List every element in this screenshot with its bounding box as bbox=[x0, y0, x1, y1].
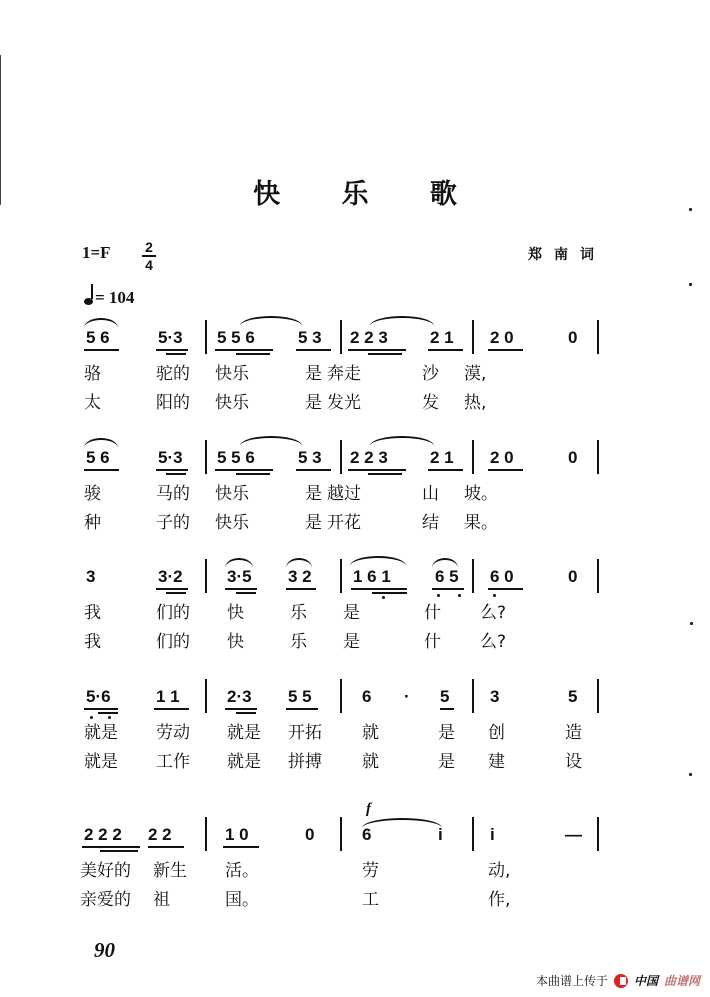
beam-underline bbox=[84, 708, 118, 710]
lyric-v2: 国。 bbox=[225, 890, 259, 910]
note-group: 2 2 3 bbox=[350, 328, 388, 347]
beam-underline bbox=[428, 469, 463, 471]
note-group: 5·3 bbox=[158, 448, 183, 467]
lyric-v1: 什 bbox=[424, 603, 441, 623]
lyric-v1: 我 bbox=[84, 603, 101, 623]
note-group: 3 2 bbox=[288, 567, 312, 586]
note-group: 5 bbox=[568, 687, 578, 706]
note-group: 6 5 bbox=[435, 567, 459, 586]
beam-underline bbox=[166, 353, 186, 355]
note-group: 0 bbox=[305, 825, 315, 844]
beam-underline bbox=[156, 349, 188, 351]
lyric-v1: 就是 bbox=[84, 723, 118, 743]
note-group: 2·3 bbox=[227, 687, 252, 706]
lyric-v1: 是 bbox=[438, 723, 455, 743]
footer-text: 本曲谱上传于 bbox=[535, 974, 608, 988]
lyric-v1: 们的 bbox=[156, 603, 190, 623]
lyric-v1: 动, bbox=[488, 861, 511, 881]
lyric-v1: 乐 bbox=[290, 603, 307, 623]
lyric-v2: 发 bbox=[422, 393, 439, 413]
barline bbox=[597, 320, 599, 354]
beam-underline bbox=[488, 588, 523, 590]
beam-underline bbox=[296, 349, 331, 351]
lyric-v2: 作, bbox=[488, 890, 511, 910]
lyric-v1: 劳 bbox=[362, 861, 379, 881]
beam-underline bbox=[225, 588, 257, 590]
site-logo-icon bbox=[614, 974, 628, 988]
note-group: 6 0 bbox=[490, 567, 514, 586]
note-group: 1 6 1 bbox=[353, 567, 391, 586]
meter-top: 2 bbox=[145, 239, 153, 255]
slur-mark bbox=[350, 556, 406, 566]
note-group: 3 bbox=[490, 687, 500, 706]
lyric-v2: 拼搏 bbox=[288, 752, 322, 772]
lyric-v2: 是 bbox=[343, 632, 360, 652]
note-group: 2 1 bbox=[430, 328, 454, 347]
note-group: 5 6 bbox=[86, 448, 110, 467]
lyric-v1: 劳动 bbox=[156, 723, 190, 743]
octave-dot bbox=[108, 716, 111, 719]
beam-underline bbox=[440, 708, 454, 710]
lyric-v1: 沙 bbox=[422, 364, 439, 384]
note-group: 5·6 bbox=[86, 687, 111, 706]
beam-underline bbox=[148, 846, 184, 848]
beam-underline bbox=[215, 469, 273, 471]
slur-mark bbox=[362, 818, 442, 828]
barline bbox=[340, 679, 342, 713]
lyric-v2: 快 bbox=[227, 632, 244, 652]
beam-underline bbox=[488, 349, 523, 351]
note-group: 5 3 bbox=[298, 328, 322, 347]
meter-bottom: 4 bbox=[145, 257, 153, 273]
scan-speck bbox=[690, 622, 693, 625]
lyric-v2: 么? bbox=[480, 632, 507, 652]
beam-underline bbox=[84, 349, 119, 351]
lyric-v2: 工作 bbox=[156, 752, 190, 772]
beam-underline bbox=[236, 473, 270, 475]
lyric-v1: 是 bbox=[305, 364, 322, 384]
note-group: 2 1 bbox=[430, 448, 454, 467]
barline bbox=[205, 559, 207, 593]
beam-underline bbox=[215, 349, 273, 351]
note-group: · bbox=[404, 687, 410, 706]
lyric-v2: 果。 bbox=[464, 513, 498, 533]
slur-mark bbox=[370, 316, 434, 326]
barline bbox=[205, 817, 207, 851]
lyric-v2: 乐 bbox=[290, 632, 307, 652]
lyric-v2: 种 bbox=[84, 513, 101, 533]
beam-underline bbox=[166, 473, 186, 475]
lyric-v1: 坡。 bbox=[464, 484, 498, 504]
barline bbox=[597, 817, 599, 851]
note-group: 0 bbox=[568, 448, 578, 467]
note-group: i bbox=[490, 825, 495, 844]
beam-underline bbox=[236, 592, 256, 594]
note-group: 5 5 bbox=[288, 687, 312, 706]
slur-mark bbox=[84, 318, 118, 328]
lyric-v2: 子的 bbox=[156, 513, 190, 533]
lyric-v2: 我 bbox=[84, 632, 101, 652]
note-stem bbox=[91, 284, 93, 299]
lyric-v1: 快乐 bbox=[215, 484, 249, 504]
lyric-v2: 就是 bbox=[84, 752, 118, 772]
lyric-v2: 阳的 bbox=[156, 393, 190, 413]
lyric-v1: 造 bbox=[565, 723, 582, 743]
lyric-v2: 就是 bbox=[227, 752, 261, 772]
slur-mark bbox=[240, 316, 302, 326]
lyric-v1: 漠, bbox=[464, 364, 487, 384]
page-number: 90 bbox=[94, 938, 115, 962]
barline bbox=[597, 679, 599, 713]
note-group: 1 1 bbox=[156, 687, 180, 706]
note-group: i bbox=[438, 825, 443, 844]
note-group: 5 5 6 bbox=[217, 448, 255, 467]
lyric-v1: 是 bbox=[305, 484, 322, 504]
lyric-v1: 马的 bbox=[156, 484, 190, 504]
barline bbox=[340, 559, 342, 593]
lyric-v1: 么? bbox=[480, 603, 507, 623]
lyric-v1: 快乐 bbox=[215, 364, 249, 384]
beam-underline bbox=[286, 588, 316, 590]
beam-underline bbox=[225, 708, 257, 710]
note-group: 5 bbox=[440, 687, 450, 706]
note-group: 2 0 bbox=[490, 448, 514, 467]
beam-underline bbox=[156, 588, 188, 590]
scan-speck bbox=[689, 283, 692, 286]
lyric-v2: 就 bbox=[362, 752, 379, 772]
beam-underline bbox=[368, 473, 402, 475]
lyric-v1: 美好的 bbox=[80, 861, 131, 881]
lyric-v2: 太 bbox=[84, 393, 101, 413]
lyric-v1: 活。 bbox=[225, 861, 259, 881]
barline bbox=[597, 559, 599, 593]
barline bbox=[205, 320, 207, 354]
beam-underline bbox=[236, 353, 270, 355]
barline bbox=[340, 440, 342, 474]
lyric-v2: 设 bbox=[565, 752, 582, 772]
barline bbox=[472, 440, 474, 474]
barline bbox=[472, 679, 474, 713]
note-group: 3 bbox=[86, 567, 96, 586]
beam-underline bbox=[372, 592, 407, 594]
lyric-v1: 驼的 bbox=[156, 364, 190, 384]
beam-underline bbox=[488, 469, 523, 471]
site-name-a: 中国 bbox=[633, 974, 658, 988]
site-name-b: 曲谱网 bbox=[663, 974, 700, 988]
tempo-marking bbox=[84, 288, 134, 308]
lyric-v2: 什 bbox=[424, 632, 441, 652]
song-title: 快 乐 歌 bbox=[253, 179, 483, 210]
barline bbox=[340, 817, 342, 851]
beam-underline bbox=[286, 708, 318, 710]
lyric-v1: 开拓 bbox=[288, 723, 322, 743]
lyric-v2: 开花 bbox=[327, 513, 361, 533]
beam-underline bbox=[100, 850, 138, 852]
note-group: 2 2 2 bbox=[84, 825, 122, 844]
barline bbox=[205, 679, 207, 713]
beam-underline bbox=[98, 712, 118, 714]
lyric-v2: 工 bbox=[362, 890, 379, 910]
slur-mark bbox=[84, 438, 118, 448]
lyric-v1: 快 bbox=[227, 603, 244, 623]
note-group: 3·2 bbox=[158, 567, 183, 586]
key-signature: 1=F bbox=[82, 243, 111, 262]
note-group: 2 0 bbox=[490, 328, 514, 347]
lyric-v2: 结 bbox=[422, 513, 439, 533]
tempo-value: = 104 bbox=[95, 288, 135, 307]
octave-dot bbox=[493, 594, 496, 597]
beam-underline bbox=[223, 846, 259, 848]
beam-underline bbox=[82, 846, 140, 848]
lyric-v2: 快乐 bbox=[215, 393, 249, 413]
lyric-v1: 山 bbox=[422, 484, 439, 504]
beam-underline bbox=[428, 349, 463, 351]
note-group: 6 bbox=[362, 825, 372, 844]
slur-mark bbox=[240, 436, 302, 446]
note-group: 2 2 3 bbox=[350, 448, 388, 467]
beam-underline bbox=[156, 469, 188, 471]
lyric-v2: 发光 bbox=[327, 393, 361, 413]
note-group: 5 3 bbox=[298, 448, 322, 467]
time-signature bbox=[142, 240, 156, 272]
beam-underline bbox=[348, 349, 406, 351]
lyricist-credit: 郑南词 bbox=[528, 247, 606, 263]
lyric-v1: 骆 bbox=[84, 364, 101, 384]
lyric-v2: 亲爱的 bbox=[80, 890, 131, 910]
watermark-footer bbox=[536, 972, 700, 989]
lyric-v1: 骏 bbox=[84, 484, 101, 504]
slur-mark bbox=[370, 436, 434, 446]
note-group: 6 bbox=[362, 687, 372, 706]
beam-underline bbox=[154, 708, 189, 710]
lyric-v1: 新生 bbox=[153, 861, 187, 881]
lyric-v1: 就 bbox=[362, 723, 379, 743]
lyric-v2: 快乐 bbox=[215, 513, 249, 533]
note-group: 3·5 bbox=[227, 567, 252, 586]
lyric-v2: 是 bbox=[305, 393, 322, 413]
beam-underline bbox=[351, 588, 407, 590]
lyric-v2: 是 bbox=[305, 513, 322, 533]
lyric-v2: 建 bbox=[488, 752, 505, 772]
note-group: 2 2 bbox=[148, 825, 172, 844]
barline bbox=[472, 817, 474, 851]
octave-dot bbox=[458, 594, 461, 597]
note-group: 0 bbox=[568, 567, 578, 586]
beam-underline bbox=[236, 712, 256, 714]
note-group: 5 5 6 bbox=[217, 328, 255, 347]
dynamic-marking: f bbox=[366, 801, 371, 817]
octave-dot bbox=[382, 596, 385, 599]
note-group: 1 0 bbox=[225, 825, 249, 844]
lyric-v1: 是 bbox=[343, 603, 360, 623]
lyric-v1: 就是 bbox=[227, 723, 261, 743]
lyric-v2: 祖 bbox=[153, 890, 170, 910]
quarter-note-icon bbox=[84, 298, 93, 305]
beam-underline bbox=[84, 469, 119, 471]
barline bbox=[597, 440, 599, 474]
note-group: — bbox=[565, 825, 582, 844]
lyric-v1: 奔走 bbox=[327, 364, 361, 384]
lyric-v1: 越过 bbox=[327, 484, 361, 504]
beam-underline bbox=[348, 469, 406, 471]
lyric-v2: 们的 bbox=[156, 632, 190, 652]
beam-underline bbox=[296, 469, 331, 471]
note-group: 5·3 bbox=[158, 328, 183, 347]
note-group: 5 6 bbox=[86, 328, 110, 347]
barline bbox=[472, 320, 474, 354]
octave-dot bbox=[437, 594, 440, 597]
scan-speck bbox=[689, 773, 692, 776]
lyric-v2: 是 bbox=[438, 752, 455, 772]
barline bbox=[472, 559, 474, 593]
lyric-v1: 创 bbox=[488, 723, 505, 743]
note-group: 0 bbox=[568, 328, 578, 347]
barline bbox=[205, 440, 207, 474]
beam-underline bbox=[432, 588, 464, 590]
lyric-v2: 热, bbox=[464, 393, 487, 413]
barline bbox=[340, 320, 342, 354]
octave-dot bbox=[90, 716, 93, 719]
beam-underline bbox=[368, 353, 402, 355]
beam-underline bbox=[166, 592, 186, 594]
